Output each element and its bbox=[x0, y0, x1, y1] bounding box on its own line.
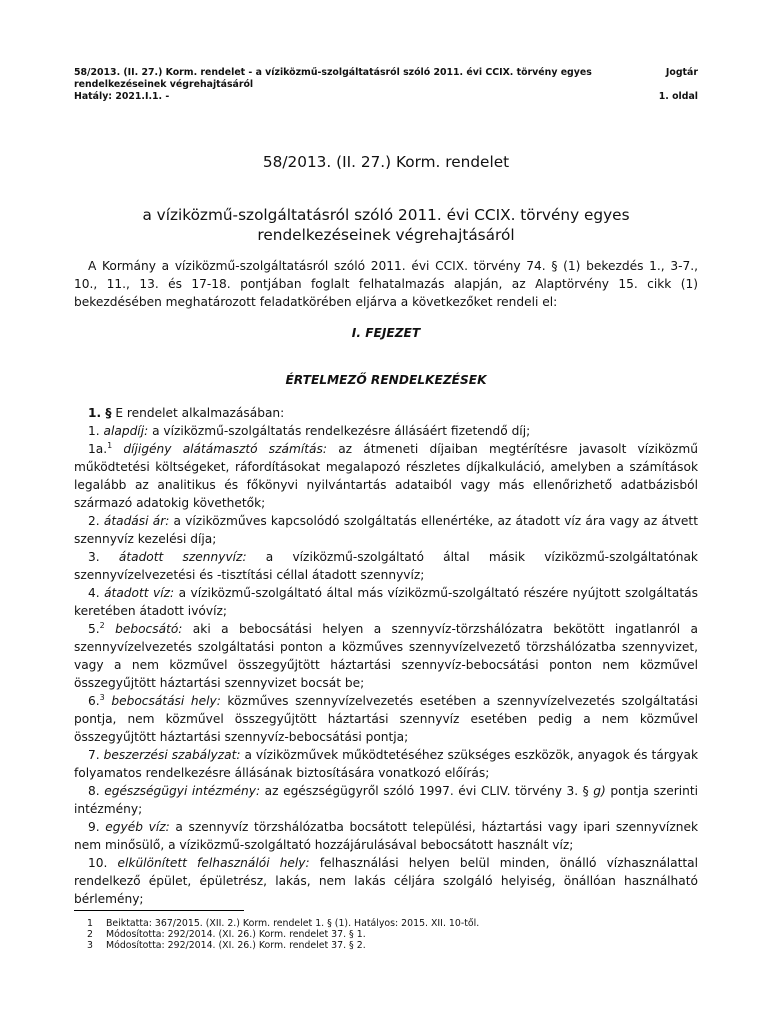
definition-term: elkülönített felhasználói hely: bbox=[117, 856, 310, 870]
preamble-block bbox=[74, 257, 698, 311]
footnote bbox=[74, 940, 698, 951]
header-publisher: Jogtár bbox=[665, 67, 698, 78]
definition-text: a víziközmű-szolgáltató által más víziközmű-szolgáltató részére nyújtott szolgáltatás keretében átadott ivóvíz; bbox=[74, 586, 698, 618]
definition-number: 4. bbox=[88, 586, 100, 600]
definition-item bbox=[74, 512, 698, 548]
definition-text: az egészségügyről szóló 1997. évi CLIV. törvény 3. § bbox=[260, 784, 594, 798]
definition-number: 6. bbox=[88, 694, 100, 708]
definition-term: bebocsátási hely: bbox=[111, 694, 221, 708]
definition-term: átadási ár: bbox=[103, 514, 170, 528]
definition-item bbox=[74, 548, 698, 584]
definition-term: egészségügyi intézmény: bbox=[104, 784, 261, 798]
definition-text-cont: pontja szerinti intézmény; bbox=[74, 784, 698, 816]
definition-number: 1a. bbox=[88, 442, 108, 456]
footnote bbox=[74, 929, 698, 940]
chapter-title: ÉRTELMEZŐ RENDELKEZÉSEK bbox=[285, 373, 487, 387]
chapter-heading-block bbox=[74, 324, 698, 342]
definition-term: bebocsátó: bbox=[115, 622, 183, 636]
definition-item bbox=[74, 746, 698, 782]
document-subtitle bbox=[74, 205, 698, 245]
definition-item bbox=[74, 440, 698, 512]
definition-term: alapdíj: bbox=[103, 424, 149, 438]
running-header bbox=[74, 67, 698, 103]
footnote-text: Beiktatta: 367/2015. (XII. 2.) Korm. rendelet 1. § (1). Hatályos: 2015. XII. 10-től. bbox=[106, 918, 480, 929]
document-title: 58/2013. (II. 27.) Korm. rendelet bbox=[262, 153, 510, 171]
definition-text: az átmeneti díjaiban megtérítésre javasolt víziközmű működtetési költségeket, ráfordításokat megalapozó részletes díjkalkuláció, amelyben a számítások legalább az analitikus és főkönyvi nyilvántartás adataiból vagy más ellenőrizhető adatbázisból származó adatokig követhetők; bbox=[74, 442, 699, 510]
footnote-ref: 2 bbox=[99, 620, 105, 630]
subtitle-line-2: rendelkezéseinek végrehajtásáról bbox=[257, 226, 515, 244]
definition-term-ref: g) bbox=[593, 784, 606, 798]
definition-number: 3. bbox=[88, 550, 100, 564]
definition-item bbox=[74, 854, 698, 908]
definition-item bbox=[74, 692, 698, 746]
footnote-number: 3 bbox=[87, 940, 93, 951]
footnote-ref: 1 bbox=[107, 440, 113, 450]
footnote-number: 2 bbox=[87, 929, 93, 940]
definition-number: 10. bbox=[88, 856, 108, 870]
footnote-text: Módosította: 292/2014. (XI. 26.) Korm. rendelet 37. § 2. bbox=[106, 940, 366, 951]
definition-text: a víziközműves kapcsolódó szolgáltatás ellenértéke, az átadott víz ára vagy az átvett szennyvíz kezelési díja; bbox=[74, 514, 698, 546]
header-line-1 bbox=[74, 67, 698, 79]
subtitle-line-1: a víziközmű-szolgáltatásról szóló 2011. évi CCIX. törvény egyes bbox=[142, 206, 630, 224]
footnote bbox=[74, 918, 698, 929]
definition-term: díjigény alátámasztó számítás: bbox=[123, 442, 327, 456]
header-validity: Hatály: 2021.I.1. - bbox=[74, 91, 170, 102]
section-intro-text: E rendelet alkalmazásában: bbox=[111, 406, 285, 420]
definition-term: beszerzési szabályzat: bbox=[103, 748, 241, 762]
definition-item bbox=[74, 422, 698, 440]
definitions-block bbox=[74, 404, 698, 908]
definition-text: a szennyvíz törzshálózatba bocsátott települési, háztartási vagy ipari szennyvíznek nem minősülő, a víziközmű-szolgáltató hozzájárulásával bebocsátott használt víz; bbox=[74, 820, 699, 852]
definition-item bbox=[74, 818, 698, 854]
definition-term: átadott víz: bbox=[104, 586, 175, 600]
footnote-text: Módosította: 292/2014. (XI. 26.) Korm. rendelet 37. § 1. bbox=[106, 929, 366, 940]
definition-text: felhasználási helyen belül minden, önálló vízhasználattal rendelkező épület, épületrész, lakás, nem lakás céljára szolgáló helyiség, önállóan használható bérlemény; bbox=[74, 856, 698, 906]
definition-number: 7. bbox=[88, 748, 100, 762]
header-page-number: 1. oldal bbox=[658, 91, 698, 102]
definition-text: a víziközmű-szolgáltató által másik víziközmű-szolgáltatónak szennyvízelvezetési és -tisztítási céllal átadott szennyvíz; bbox=[74, 550, 698, 582]
footnotes bbox=[74, 918, 698, 951]
chapter-title-block bbox=[74, 371, 698, 389]
definition-number: 9. bbox=[88, 820, 100, 834]
definition-item bbox=[74, 584, 698, 620]
definition-term: átadott szennyvíz: bbox=[118, 550, 247, 564]
definition-text: a víziközművek működtetéséhez szükséges eszközök, anyagok és tárgyak folyamatos rendelkezésre állásának biztosítására vonatkozó előírás; bbox=[74, 748, 699, 780]
footnote-ref: 3 bbox=[99, 692, 105, 702]
definition-number: 5. bbox=[88, 622, 100, 636]
definition-item bbox=[74, 782, 698, 818]
preamble: A Kormány a víziközmű-szolgáltatásról szóló 2011. évi CCIX. törvény 74. § (1) bekezdés 1., 3-7., 10., 11., 13. és 17-18. pontjában foglalt felhatalmazás alapján, az Alaptörvény 15. cikk (1) bekezdésében meghatározott feladatkörében eljárva a következőket rendeli el: bbox=[74, 259, 698, 309]
definition-number: 8. bbox=[88, 784, 100, 798]
definition-text: a víziközmű-szolgáltatás rendelkezésre állásáért fizetendő díj; bbox=[148, 424, 531, 438]
section-number: 1. § bbox=[88, 406, 112, 420]
definition-term: egyéb víz: bbox=[105, 820, 170, 834]
chapter-number: I. FEJEZET bbox=[351, 326, 421, 340]
definition-number: 1. bbox=[88, 424, 100, 438]
definition-item bbox=[74, 620, 698, 692]
definition-number: 2. bbox=[88, 514, 100, 528]
header-line-3 bbox=[74, 91, 698, 103]
footnote-separator bbox=[74, 910, 244, 911]
section-intro bbox=[74, 404, 698, 422]
footnote-number: 1 bbox=[87, 918, 93, 929]
definition-text: aki a bebocsátási helyen a szennyvíz-törzshálózatra bekötött ingatlanról a szennyvízelvezetés szolgáltatási ponton a közműves szennyvízelvezető törzshálózatba szennyvizet, vagy a nem közművel összegyűjtött háztartási szennyvíz-bebocsátási ponton nem közművel összegyűjtött háztartási szennyvizet bocsát be; bbox=[74, 622, 698, 690]
header-law-title: 58/2013. (II. 27.) Korm. rendelet - a víziközmű-szolgáltatásról szóló 2011. évi CCIX. törvény egyes bbox=[74, 67, 592, 78]
header-line-2 bbox=[74, 79, 698, 91]
definition-text: közműves szennyvízelvezetés esetében a szennyvízelvezetés szolgáltatási pontja, nem közművel összegyűjtött háztartási szennyvíz esetében pedig a nem közművel összegyűjtött háztartási szennyvíz-bebocsátási pontja; bbox=[74, 694, 698, 744]
header-law-title-cont: rendelkezéseinek végrehajtásáról bbox=[74, 79, 254, 90]
